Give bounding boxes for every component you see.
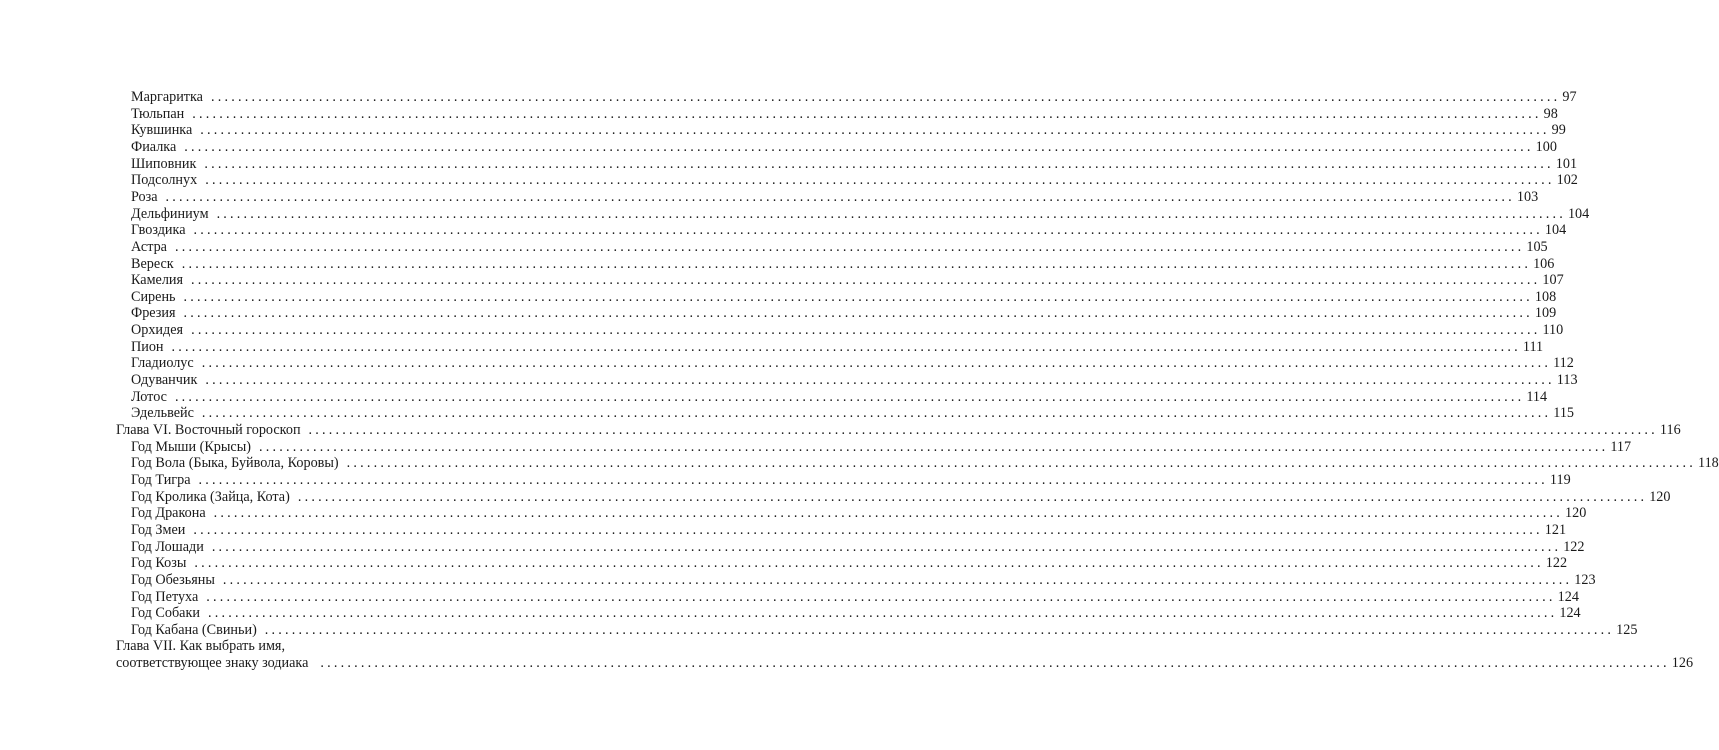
toc-entry-row [131,272,1564,289]
toc-entry-row [131,338,1544,355]
toc-page-number: 118 [1698,455,1719,472]
toc-entry-row [131,505,1587,522]
toc-entry-row [131,455,1719,472]
toc-leader-dots: ........................................................................................................................................................................................................ [320,655,1670,672]
toc-leader-dots: ........................................................................................................................................................................................................ [165,188,1515,205]
toc-entry-title: Год Кабана (Свиньи) [131,621,257,638]
toc-entry-title: Год Тигра [131,471,191,488]
toc-page-number: 120 [1649,488,1671,505]
toc-entry-row [131,555,1568,572]
toc-entry-row [131,372,1578,389]
toc-page-number: 98 [1543,105,1558,122]
toc-entry-row [116,655,1694,672]
toc-entry-row [131,138,1557,155]
toc-entry-title: Глава VI. Восточный гороскоп [116,422,301,438]
toc-entry-row [131,405,1575,422]
toc-leader-dots: ........................................................................................................................................................................................................ [198,471,1548,488]
toc-leader-dots: ........................................................................................................................................................................................................ [211,538,1562,555]
toc-entry-title: Одуванчик [131,372,198,389]
toc-page-number: 119 [1549,471,1571,488]
toc-entry-row [131,238,1548,255]
toc-page-number: 108 [1534,288,1557,305]
toc-entry-title: Год Козы [131,555,187,572]
toc-entry-row [131,521,1567,538]
toc-entry-title: Год Кролика (Зайца, Кота) [131,488,290,505]
toc-leader-dots: ........................................................................................................................................................................................................ [210,89,1561,105]
toc-page-number: 117 [1610,438,1632,455]
toc-page-number: 113 [1556,372,1578,389]
toc-entry-row [131,488,1671,505]
toc-entry-row [131,605,1581,622]
toc-entry-row [131,188,1539,205]
toc-page-number: 111 [1522,338,1544,355]
toc-leader-dots: ........................................................................................................................................................................................................ [174,238,1525,255]
toc-entry-title: Год Лошади [131,538,204,555]
toc-entry-row [131,322,1564,339]
toc-page-number: 110 [1542,322,1564,339]
toc-page-number: 112 [1553,355,1574,372]
toc-entry-row [131,255,1555,272]
toc-entry-title: Астра [131,238,167,255]
toc-chapter-row [116,638,514,654]
toc-page-number: 106 [1533,255,1555,272]
toc-page-number: 107 [1542,272,1564,289]
toc-entry-row [131,305,1557,322]
toc-chapter-row [116,422,1681,438]
toc-page-number: 101 [1555,155,1578,172]
toc-entry-title: Кувшинка [131,122,193,139]
toc-page-number: 109 [1534,305,1557,322]
toc-leader-dots: ........................................................................................................................................................................................................ [183,305,1533,322]
toc-leader-dots: ........................................................................................................................................................................................................ [206,588,1556,605]
toc-leader-dots: ........................................................................................................................................................................................................ [200,122,1550,139]
toc-leader-dots: ........................................................................................................................................................................................................ [205,372,1555,389]
toc-leader-dots: ........................................................................................................................................................................................................ [205,172,1555,189]
toc-entry-row [131,89,1577,105]
toc-page-number: 114 [1526,388,1548,405]
toc-entry-title: Год Змеи [131,521,186,538]
toc-entry-row [131,355,1574,372]
toc-page-number: 124 [1557,588,1579,605]
toc-page-number: 104 [1544,222,1567,239]
toc-entry-title: Год Дракона [131,505,206,522]
toc-entry-title: Подсолнух [131,172,198,189]
toc-entry-title: Дельфиниум [131,205,209,222]
toc-entry-row [131,288,1557,305]
toc-entry-title: Эдельвейс [131,405,194,422]
toc-entry-title: Лотос [131,388,167,405]
toc-entry-title: Год Мыши (Крысы) [131,438,251,455]
toc-leader-dots: ........................................................................................................................................................................................................ [201,405,1552,422]
toc-page-number: 115 [1553,405,1575,422]
toc-leader-dots: ........................................................................................................................................................................................................ [183,288,1533,305]
toc-leader-dots: ........................................................................................................................................................................................................ [216,205,1566,222]
toc-entry-title: Год Вола (Быка, Буйвола, Коровы) [131,455,339,472]
toc-page-number: 120 [1565,505,1587,522]
toc-page-number: 103 [1516,188,1539,205]
toc-entry-title: Гладиолус [131,355,194,372]
toc-entry-row [131,155,1578,172]
toc-entry-title: соответствующее знаку зодиака [116,655,309,672]
toc-entry-row [131,538,1585,555]
toc-page-number: 122 [1563,538,1585,555]
toc-entry-row [131,222,1567,239]
toc-leader-dots: ........................................................................................................................................................................................................ [191,272,1541,289]
toc-entry-title: Фрезия [131,305,176,322]
toc-entry-title: Гвоздика [131,222,186,239]
toc-page-number: 123 [1574,571,1596,588]
toc-page-number: 124 [1559,605,1581,622]
toc-leader-dots: ........................................................................................................................................................................................................ [264,621,1615,638]
toc-entry-row [131,205,1590,222]
toc-entry-title: Тюльпан [131,105,185,122]
toc-leader-dots: ........................................................................................................................................................................................................ [181,255,1532,272]
toc-leader-dots: ........................................................................................................................................................................................................ [204,155,1554,172]
toc-leader-dots: ........................................................................................................................................................................................................ [184,138,1534,155]
toc-entry-row [131,105,1558,122]
toc-entry-title: Пион [131,338,164,355]
toc-entry-row [131,588,1579,605]
toc-leader-dots: ........................................................................................................................................................................................................ [171,338,1521,355]
toc-leader-dots: ........................................................................................................................................................................................................ [213,505,1564,522]
toc-entry-row [131,122,1566,139]
toc-entry-title: Шиповник [131,155,197,172]
toc-leader-dots: ........................................................................................................................................................................................................ [201,355,1552,372]
toc-page-number: 100 [1535,138,1557,155]
toc-entry-title: Орхидея [131,322,184,339]
toc-leader-dots: ........................................................................................................................................................................................................ [308,422,1658,438]
toc-entry-title: Роза [131,188,158,205]
toc-page-number: 116 [1659,422,1681,438]
toc-entry-title: Маргаритка [131,89,203,105]
toc-leader-dots: ........................................................................................................................................................................................................ [346,455,1696,472]
toc-entry-row [131,388,1548,405]
toc-leader-dots: ........................................................................................................................................................................................................ [258,438,1609,455]
toc-entry-title: Год Собаки [131,605,200,622]
toc-page-number: 104 [1567,205,1590,222]
toc-entry-title: Вереск [131,255,174,272]
toc-entry-row [131,571,1596,588]
toc-entry-title: Фиалка [131,138,177,155]
toc-entry-row [131,172,1578,189]
toc-leader-dots: ........................................................................................................................................................................................................ [192,105,1542,122]
toc-entry-row [131,621,1638,638]
toc-leader-dots: ........................................................................................................................................................................................................ [194,555,1544,572]
toc-leader-dots: ........................................................................................................................................................................................................ [174,388,1525,405]
toc-entry-title: Год Обезьяны [131,571,215,588]
toc-entry-row [131,471,1571,488]
toc-entry-title: Сирень [131,288,176,305]
toc-page-number: 97 [1562,89,1577,105]
toc-page-number: 99 [1551,122,1566,139]
toc-page-number: 121 [1544,521,1567,538]
toc-page-number: 102 [1556,172,1578,189]
toc-entry-title: Год Петуха [131,588,199,605]
toc-leader-dots: ........................................................................................................................................................................................................ [297,488,1648,505]
toc-entry-title: Глава VII. Как выбрать имя, [116,638,286,655]
toc-leader-dots: ........................................................................................................................................................................................................ [193,521,1543,538]
toc-page-number: 125 [1616,621,1638,638]
toc-page-number: 126 [1671,655,1694,672]
toc-leader-dots: ........................................................................................................................................................................................................ [207,605,1558,622]
toc-leader-dots: ........................................................................................................................................................................................................ [222,571,1573,588]
toc-leader-dots: ........................................................................................................................................................................................................ [191,322,1541,339]
toc-page-number: 122 [1545,555,1568,572]
toc-leader-dots: ........................................................................................................................................................................................................ [193,222,1543,239]
toc-entry-title: Камелия [131,272,184,289]
toc-page-number: 105 [1526,238,1548,255]
toc-entry-row [131,438,1632,455]
